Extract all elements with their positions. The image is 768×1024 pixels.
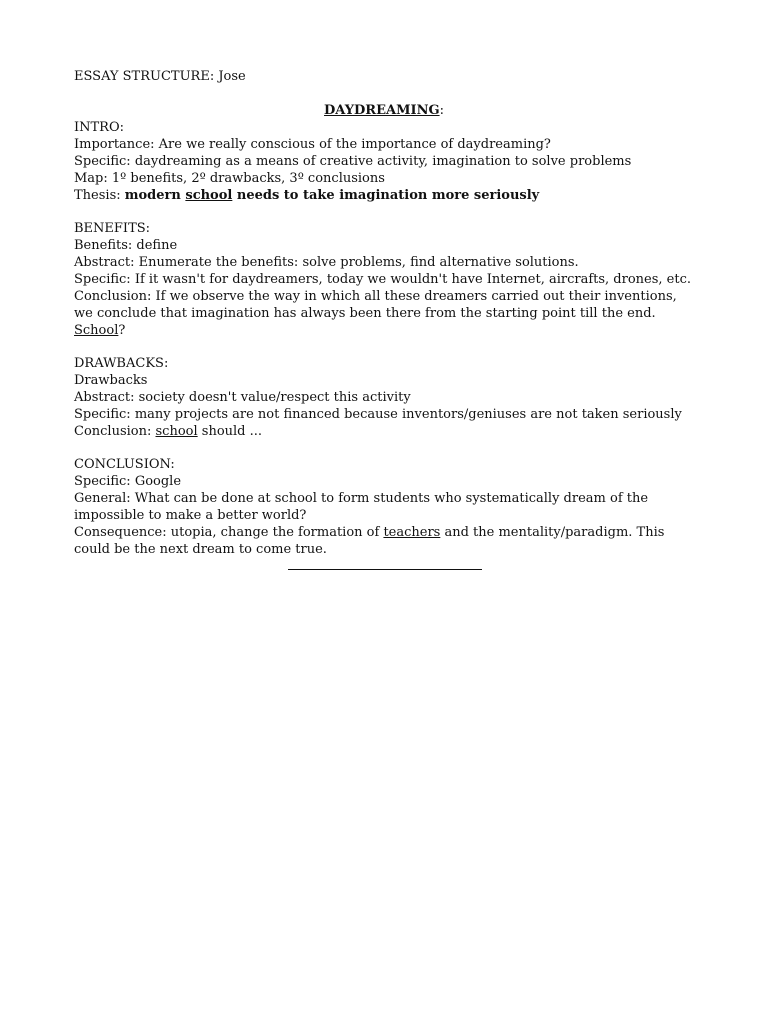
thesis-label: Thesis: [74, 188, 125, 203]
drawbacks-section [74, 355, 694, 440]
title-colon: : [439, 103, 444, 118]
benefits-specific: Specific: If it wasn't for daydreamers, today we wouldn't have Internet, aircrafts, drones, etc. [74, 272, 692, 287]
drawbacks-conclusion-school: school [155, 424, 198, 439]
thesis-text-a: modern [124, 188, 186, 203]
intro-importance: Importance: Are we really conscious of the importance of daydreaming? [74, 137, 551, 152]
drawbacks-heading: DRAWBACKS: [74, 356, 169, 371]
essay-title [74, 102, 694, 119]
intro-specific: Specific: daydreaming as a means of creative activity, imagination to solve problems [74, 154, 632, 169]
benefits-abstract: Abstract: Enumerate the benefits: solve problems, find alternative solutions. [74, 255, 579, 270]
thesis-text-b: needs to take imagination more seriously [232, 188, 540, 203]
thesis-school: school [185, 188, 233, 203]
consequence-teachers: teachers [383, 525, 441, 540]
drawbacks-conclusion-end: should ... [197, 424, 263, 439]
benefits-conclusion [74, 288, 694, 339]
conclusion-specific: Specific: Google [74, 474, 182, 489]
drawbacks-abstract: Abstract: society doesn't value/respect this activity [74, 390, 411, 405]
benefits-section [74, 220, 694, 339]
consequence-text: Consequence: utopia, change the formation of [74, 525, 384, 540]
drawbacks-conclusion [74, 423, 694, 440]
drawbacks-conclusion-label: Conclusion: [74, 424, 156, 439]
spacer [74, 204, 694, 220]
intro-thesis [74, 187, 694, 204]
drawbacks-specific: Specific: many projects are not financed because inventors/geniuses are not taken seriously [74, 407, 682, 422]
conclusion-section [74, 456, 694, 558]
intro-section [74, 119, 694, 204]
spacer [74, 339, 694, 355]
conclusion-consequence [74, 524, 694, 558]
benefits-conclusion-school: School [74, 323, 119, 338]
essay-header: ESSAY STRUCTURE: Jose [74, 69, 246, 84]
consequence-end: and the mentality/paradigm. This could be the next dream to come true. [74, 525, 665, 557]
benefits-define: Benefits: define [74, 238, 178, 253]
benefits-heading: BENEFITS: [74, 221, 151, 236]
intro-heading: INTRO: [74, 120, 125, 135]
intro-map: Map: 1º benefits, 2º drawbacks, 3º conclusions [74, 171, 385, 186]
spacer [74, 440, 694, 456]
benefits-conclusion-text: Conclusion: If we observe the way in which all these dreamers carried out their inventions, we conclude that imagination has always been there from the starting point till the end. [74, 289, 677, 321]
conclusion-heading: CONCLUSION: [74, 457, 175, 472]
document-body [74, 68, 694, 558]
drawbacks-label: Drawbacks [74, 373, 148, 388]
horizontal-rule [288, 569, 482, 570]
title-text: DAYDREAMING [324, 103, 440, 118]
conclusion-general: General: What can be done at school to form students who systematically dream of the impossible to make a better world? [74, 491, 649, 523]
benefits-conclusion-end: ? [118, 323, 126, 338]
